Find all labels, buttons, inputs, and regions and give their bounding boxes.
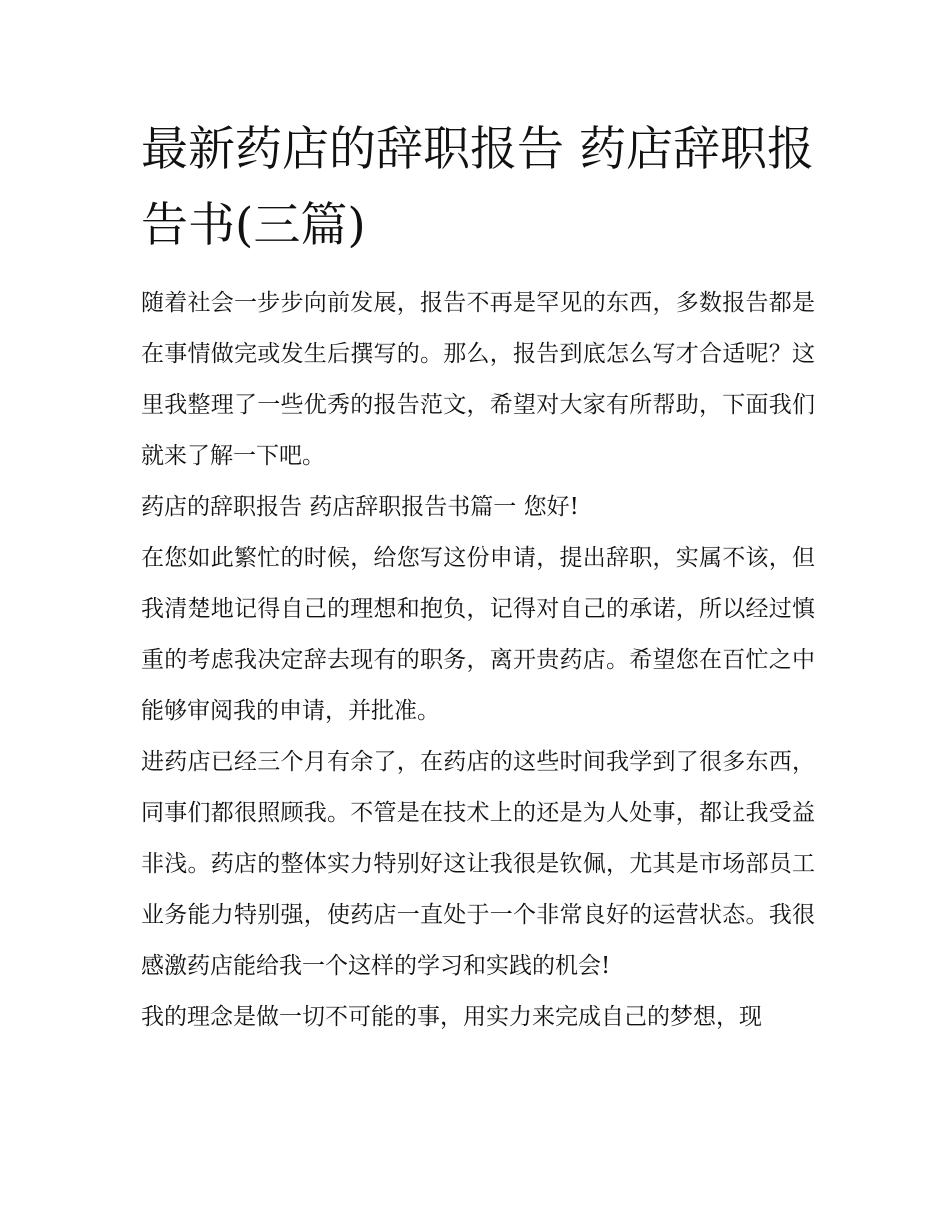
paragraph-philosophy: 我的理念是做一切不可能的事，用实力来完成自己的梦想，现	[141, 1004, 762, 1030]
document-title: 最新药店的辞职报告 药店辞职报告书(三篇)	[141, 122, 814, 253]
paragraph-experience: 进药店已经三个月有余了，在药店的这些时间我学到了很多东西，同事们都很照顾我。不管是在技术上的还是为人处事，都让我受益非浅。药店的整体实力特别好这让我很是钦佩，尤其是市场部员工业务能力特别强，使药店一直处于一个非常良好的运营状态。我很感激药店能给我一个这样的学习和实践的机会!	[141, 749, 815, 979]
document-body	[141, 112, 815, 1043]
paragraph-intro: 随着社会一步步向前发展，报告不再是罕见的东西，多数报告都是在事情做完或发生后撰写的。那么，报告到底怎么写才合适呢？这里我整理了一些优秀的报告范文，希望对大家有所帮助，下面我们就来了解一下吧。	[141, 290, 815, 469]
paragraph-resignation-request: 在您如此繁忙的时候，给您写这份申请，提出辞职，实属不该，但我清楚地记得自己的理想和抱负，记得对自己的承诺，所以经过慎重的考虑我决定辞去现有的职务，离开贵药店。希望您在百忙之中能够审阅我的申请，并批准。	[141, 545, 815, 724]
paragraph-section-heading: 药店的辞职报告 药店辞职报告书篇一 您好!	[141, 494, 579, 520]
